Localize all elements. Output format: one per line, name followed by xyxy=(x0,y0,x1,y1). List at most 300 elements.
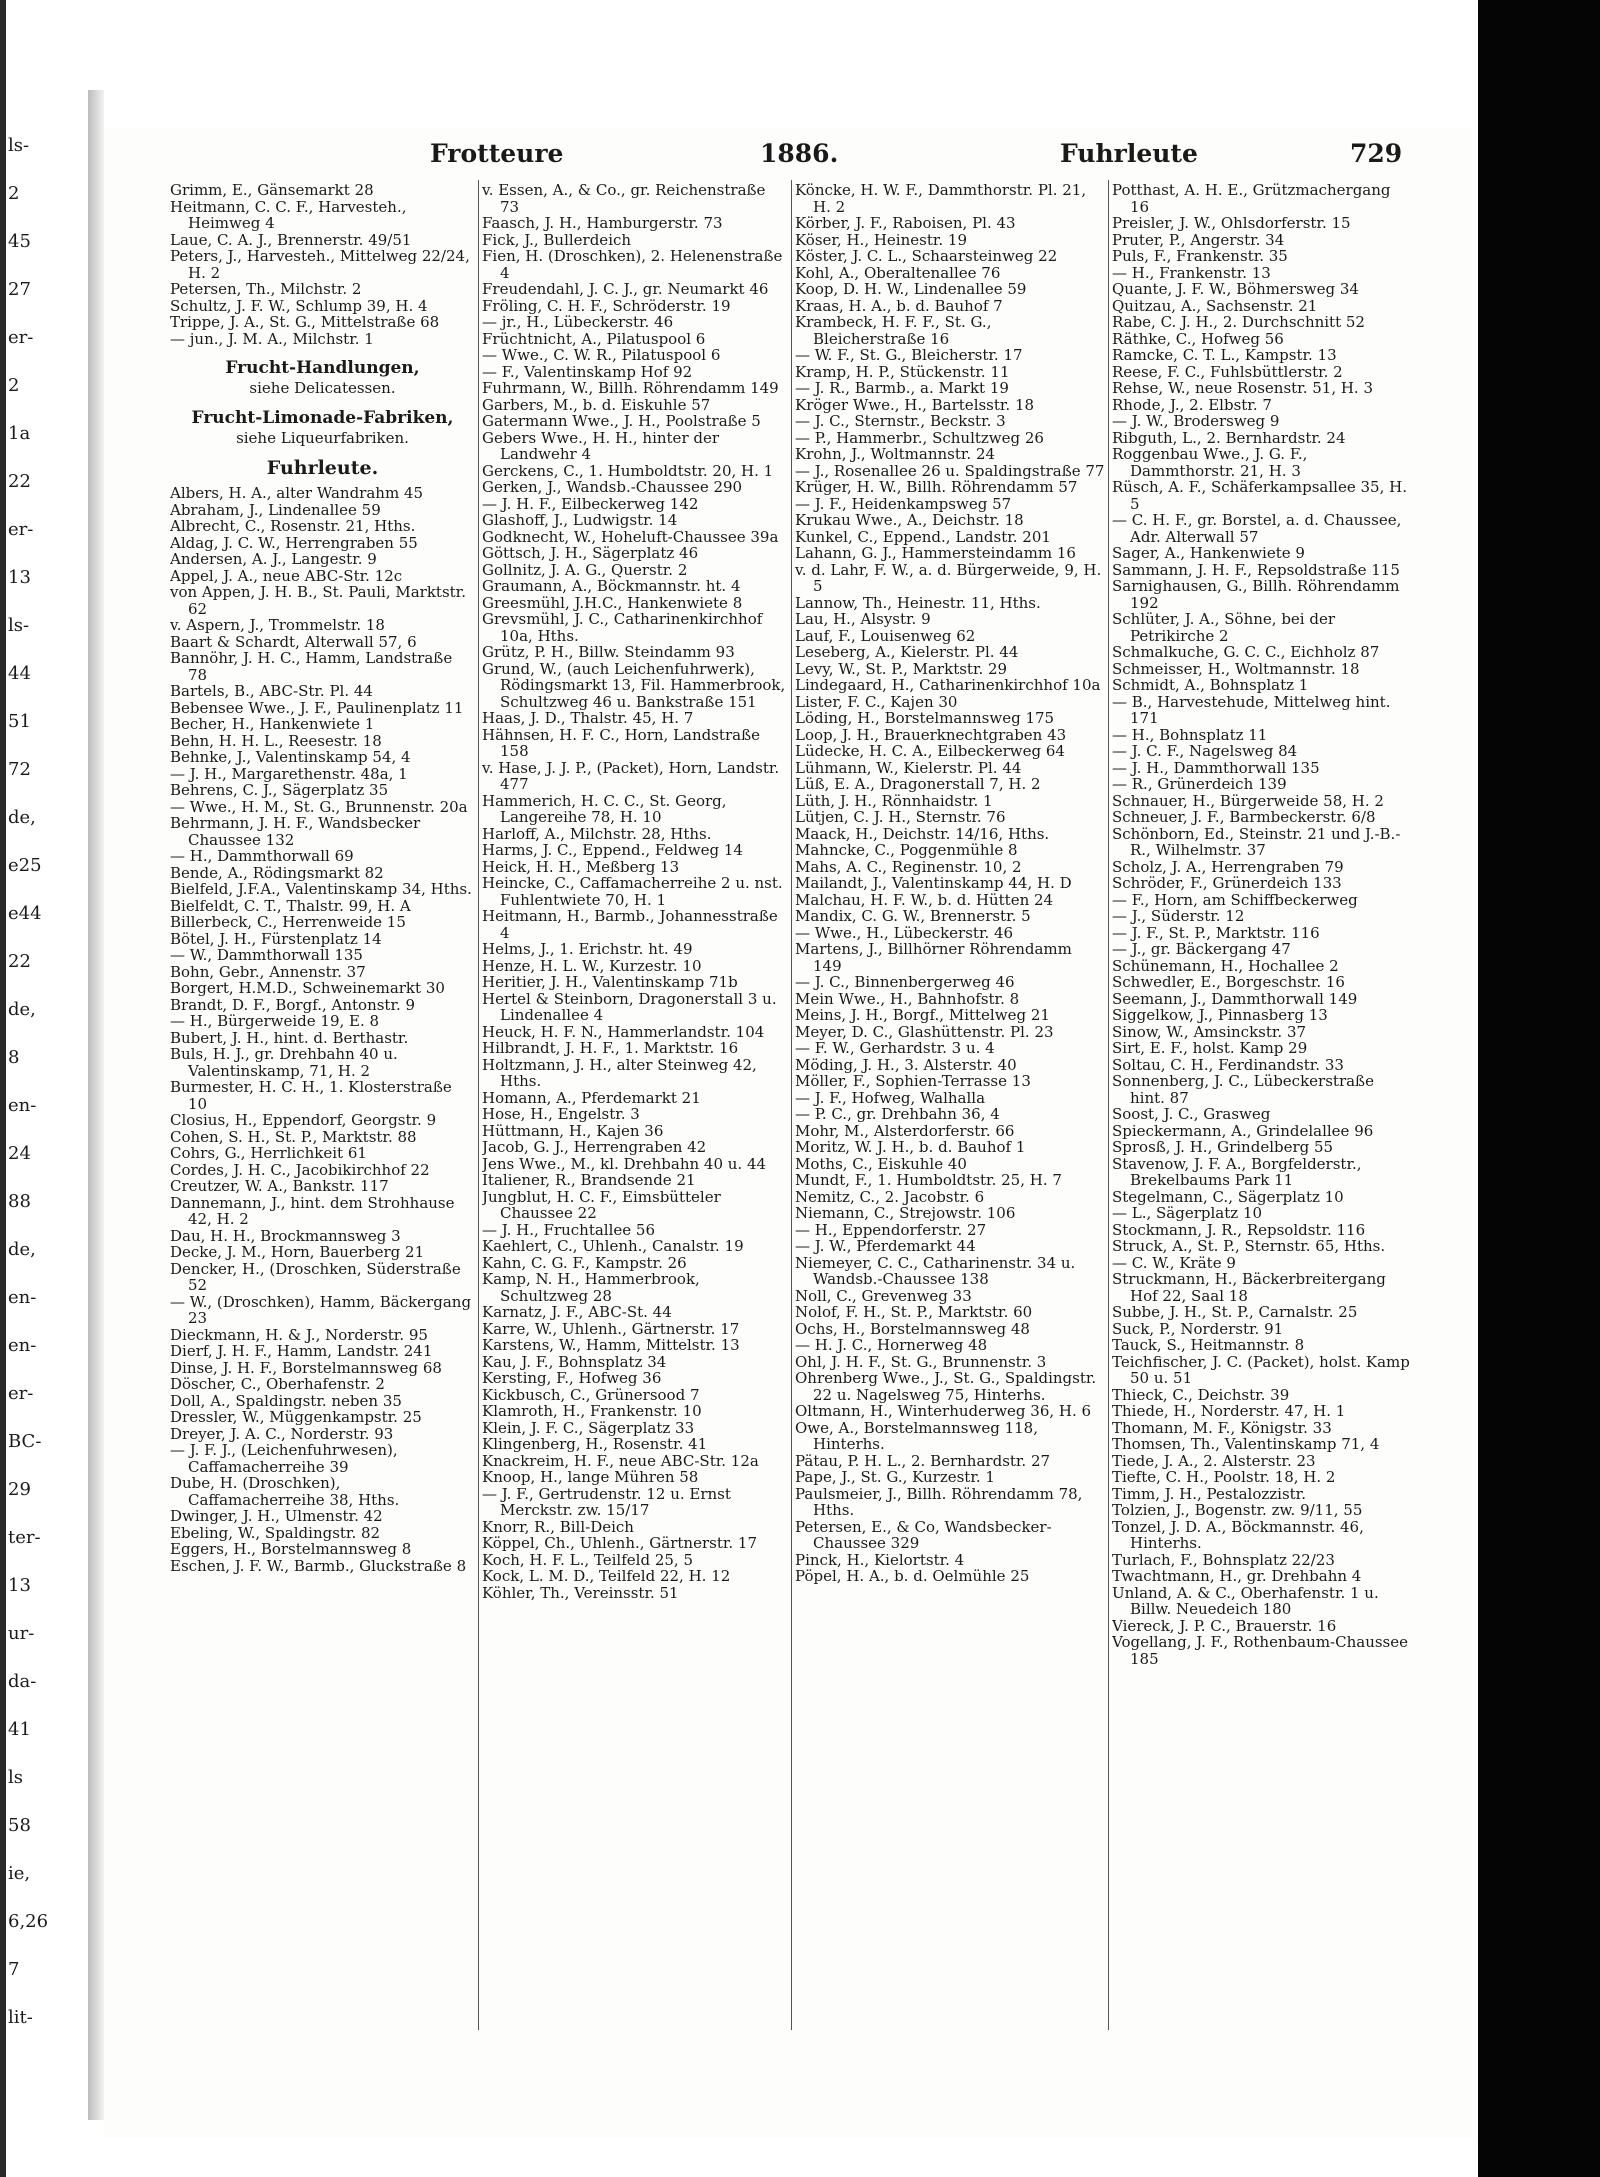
directory-entry: Grütz, P. H., Billw. Steindamm 93 xyxy=(482,643,735,661)
directory-entry: Köncke, H. W. F., Dammthorstr. Pl. 21, H. 2 xyxy=(795,182,1087,216)
directory-entry: Italiener, R., Brandsende 21 xyxy=(482,1171,696,1189)
directory-entry: Behrens, C. J., Sägerplatz 35 xyxy=(170,781,389,799)
directory-entry: — J. R., Barmb., a. Markt 19 xyxy=(795,379,1009,397)
directory-entry: Tiede, J. A., 2. Alsterstr. 23 xyxy=(1112,1451,1316,1470)
directory-entry: Heick, H. H., Meßberg 13 xyxy=(482,857,680,876)
directory-entry: Quitzau, A., Sachsenstr. 21 xyxy=(1112,296,1318,315)
directory-entry: Bubert, J. H., hint. d. Berthastr. xyxy=(170,1028,409,1047)
directory-entry: — F. W., Gerhardstr. 3 u. 4 xyxy=(795,1039,995,1057)
directory-entry: Reese, F. C., Fuhlsbüttlerstr. 2 xyxy=(1112,362,1343,381)
directory-entry: Bielfeld, J.F.A., Valentinskamp 34, Hths. xyxy=(170,880,472,898)
fragment-text: 27 xyxy=(8,279,31,300)
directory-entry: Kröger Wwe., H., Bartelsstr. 18 xyxy=(795,395,1035,414)
directory-entry: — J. F., Hofweg, Walhalla xyxy=(795,1088,986,1107)
directory-entry: Aldag, J. C. W., Herrengraben 55 xyxy=(170,533,418,552)
section-cross-reference: siehe Liqueurfabriken. xyxy=(236,429,409,447)
directory-entry: Spieckermann, A., Grindelallee 96 xyxy=(1112,1121,1374,1140)
directory-entry: — J. W., Brodersweg 9 xyxy=(1112,412,1280,430)
directory-entry: Knoop, H., lange Mühren 58 xyxy=(482,1468,699,1486)
directory-entry: Cohen, S. H., St. P., Marktstr. 88 xyxy=(170,1127,417,1146)
directory-entry: Stavenow, J. F. A., Borgfelderstr., Brekelbaums Park 11 xyxy=(1112,1154,1362,1189)
directory-entry: v. d. Lahr, F. W., a. d. Bürgerweide, 9, H. 5 xyxy=(795,560,1102,595)
directory-entry: Klingenberg, H., Rosenstr. 41 xyxy=(482,1435,708,1453)
directory-entry: Albrecht, C., Rosenstr. 21, Hths. xyxy=(170,517,416,535)
directory-entry: Ebeling, W., Spaldingstr. 82 xyxy=(170,1523,381,1542)
directory-entry: Tolzien, J., Bogenstr. zw. 9/11, 55 xyxy=(1112,1501,1363,1519)
directory-entry: — jun., J. M. A., Milchstr. 1 xyxy=(170,329,374,348)
directory-entry: Tonzel, J. D. A., Böckmannstr. 46, Hinterhs. xyxy=(1112,1517,1364,1552)
directory-entry: Mein Wwe., H., Bahnhofstr. 8 xyxy=(795,989,1020,1008)
directory-entry: Pape, J., St. G., Kurzestr. 1 xyxy=(795,1468,995,1486)
directory-entry: Körber, J. F., Raboisen, Pl. 43 xyxy=(795,214,1016,232)
directory-entry: Möding, J. H., 3. Alsterstr. 40 xyxy=(795,1055,1017,1074)
directory-entry: Fröling, C. H. F., Schröderstr. 19 xyxy=(482,296,731,315)
directory-entry: Klein, J. F. C., Sägerplatz 33 xyxy=(482,1418,695,1437)
directory-entry: Schönborn, Ed., Steinstr. 21 und J.-B.-R., Wilhelmstr. 37 xyxy=(1112,824,1401,859)
directory-entry: Hähnsen, H. F. C., Horn, Landstraße 158 xyxy=(482,725,760,760)
directory-entry: Nemitz, C., 2. Jacobstr. 6 xyxy=(795,1187,985,1206)
directory-entry: Godknecht, W., Hoheluft-Chaussee 39a xyxy=(482,527,779,546)
directory-entry: Niemann, C., Strejowstr. 106 xyxy=(795,1204,1016,1222)
fragment-text: 45 xyxy=(8,231,31,252)
directory-entry: Heuck, H. F. N., Hammerlandstr. 104 xyxy=(482,1022,765,1041)
directory-entry: Lauf, F., Louisenweg 62 xyxy=(795,626,976,645)
directory-entry: Peters, J., Harvesteh., Mittelweg 22/24, H. 2 xyxy=(170,247,470,282)
directory-entry: Schwedler, E., Borgeschstr. 16 xyxy=(1112,973,1345,991)
directory-entry: Haas, J. D., Thalstr. 45, H. 7 xyxy=(482,709,694,727)
directory-entry: Pinck, H., Kielortstr. 4 xyxy=(795,1550,965,1569)
directory-entry: Harms, J. C., Eppend., Feldweg 14 xyxy=(482,841,743,859)
directory-entry: Borgert, H.M.D., Schweinemarkt 30 xyxy=(170,979,445,997)
directory-entry: Tauck, S., Heitmannstr. 8 xyxy=(1112,1336,1305,1354)
directory-entry: Lau, H., Alsystr. 9 xyxy=(795,610,931,628)
directory-entry: Kaehlert, C., Uhlenh., Canalstr. 19 xyxy=(482,1237,744,1255)
running-head-right: Fuhrleute xyxy=(1060,139,1198,168)
directory-entry: Schneuer, J. F., Barmbeckerstr. 6/8 xyxy=(1112,808,1376,826)
directory-entry: Tiefte, C. H., Poolstr. 18, H. 2 xyxy=(1112,1468,1336,1486)
directory-entry: Dressler, W., Müggenkampstr. 25 xyxy=(170,1408,422,1426)
directory-entry: Fick, J., Bullerdeich xyxy=(482,230,632,249)
directory-entry: Jacob, G. J., Herrengraben 42 xyxy=(482,1138,707,1156)
directory-entry: — J. F., Heidenkampsweg 57 xyxy=(795,494,1012,513)
directory-entry: Potthast, A. H. E., Grützmachergang 16 xyxy=(1112,182,1391,216)
fragment-text: 2 xyxy=(8,375,20,396)
directory-entry: Heitmann, H., Barmb., Johannesstraße 4 xyxy=(482,907,778,942)
directory-entry: — J. F., St. P., Marktstr. 116 xyxy=(1112,923,1320,942)
directory-entry: — J., gr. Bäckergang 47 xyxy=(1112,940,1291,958)
directory-entry: Moritz, W. J. H., b. d. Bauhof 1 xyxy=(795,1138,1026,1156)
directory-entry: Lindegaard, H., Catharinenkirchhof 10a xyxy=(795,676,1101,694)
directory-entry: Viereck, J. P. C., Brauerstr. 16 xyxy=(1112,1616,1337,1635)
fragment-text: ls xyxy=(8,1767,23,1788)
directory-entry: Ochs, H., Borstelmannsweg 48 xyxy=(795,1319,1030,1338)
directory-entry: Pruter, P., Angerstr. 34 xyxy=(1112,230,1285,249)
directory-entry: Dinse, J. H. F., Borstelmannsweg 68 xyxy=(170,1358,442,1377)
directory-entry: Billerbeck, C., Herrenweide 15 xyxy=(170,913,406,931)
directory-entry: — W., (Droschken), Hamm, Bäckergang 23 xyxy=(170,1292,472,1327)
directory-entry: Nolof, F. H., St. P., Marktstr. 60 xyxy=(795,1303,1033,1321)
directory-entry: Holtzmann, J. H., alter Steinweg 42, Hths. xyxy=(482,1055,757,1090)
directory-entry: Bohn, Gebr., Annenstr. 37 xyxy=(170,962,366,981)
fragment-text: en- xyxy=(8,1287,37,1308)
directory-entry: Köser, H., Heinestr. 19 xyxy=(795,230,968,249)
directory-entry: Koch, H. F. L., Teilfeld 25, 5 xyxy=(482,1550,693,1569)
directory-entry: Mahncke, C., Poggenmühle 8 xyxy=(795,841,1018,859)
directory-entry: — W. F., St. G., Bleicherstr. 17 xyxy=(795,346,1023,364)
directory-entry: Pöpel, H. A., b. d. Oelmühle 25 xyxy=(795,1567,1030,1585)
directory-entry: — W., Dammthorwall 135 xyxy=(170,946,363,964)
fragment-text: 13 xyxy=(8,1575,31,1596)
directory-entry: — Wwe., C. W. R., Pilatuspool 6 xyxy=(482,346,721,364)
directory-entry: Kohl, A., Oberaltenallee 76 xyxy=(795,263,1001,282)
directory-entry: Schmidt, A., Bohnsplatz 1 xyxy=(1112,676,1309,694)
directory-entry: Burmester, H. C. H., 1. Klosterstraße 10 xyxy=(170,1078,452,1113)
directory-entry: Twachtmann, H., gr. Drehbahn 4 xyxy=(1112,1567,1362,1585)
directory-entry: Lüth, J. H., Rönnhaidstr. 1 xyxy=(795,791,993,810)
directory-entry: Harloff, A., Milchstr. 28, Hths. xyxy=(482,824,712,843)
directory-entry: Glashoff, J., Ludwigstr. 14 xyxy=(482,511,678,529)
column-rule xyxy=(1108,180,1109,2030)
directory-entry: Becher, H., Hankenwiete 1 xyxy=(170,715,375,733)
directory-entry: Roggenbau Wwe., J. G. F., Dammthorstr. 21, H. 3 xyxy=(1112,445,1308,480)
directory-entry: Levy, W., St. P., Marktstr. 29 xyxy=(795,659,1008,678)
directory-entry: Krohn, J., Woltmannstr. 24 xyxy=(795,445,996,463)
fragment-text: en- xyxy=(8,1095,37,1116)
directory-entry: Maack, H., Deichstr. 14/16, Hths. xyxy=(795,824,1050,843)
directory-entry: Hose, H., Engelstr. 3 xyxy=(482,1105,640,1123)
directory-column-1 xyxy=(170,182,475,2132)
running-head-left: Frotteure xyxy=(430,139,564,168)
gutter-shadow xyxy=(88,90,104,2120)
directory-entry: — J. H., Fruchtallee 56 xyxy=(482,1220,656,1239)
directory-entry: Turlach, F., Bohnsplatz 22/23 xyxy=(1112,1550,1335,1569)
directory-entry: Dwinger, J. H., Ulmenstr. 42 xyxy=(170,1507,383,1525)
section-heading-main: Fuhrleute. xyxy=(266,457,379,479)
fragment-text: ie, xyxy=(8,1863,31,1884)
fragment-text: 41 xyxy=(8,1719,31,1740)
directory-entry: — J., Süderstr. 12 xyxy=(1112,907,1245,925)
directory-entry: Vogellang, J. F., Rothenbaum-Chaussee 185 xyxy=(1112,1633,1409,1668)
directory-entry: Soltau, C. H., Ferdinandstr. 33 xyxy=(1112,1055,1344,1074)
directory-entry: Loop, J. H., Brauerknechtgraben 43 xyxy=(795,725,1067,744)
directory-entry: Döscher, C., Oberhafenstr. 2 xyxy=(170,1375,385,1393)
directory-entry: Lister, F. C., Kajen 30 xyxy=(795,692,958,711)
directory-entry: Schmeisser, H., Woltmannstr. 18 xyxy=(1112,659,1360,678)
directory-entry: Köhler, Th., Vereinsstr. 51 xyxy=(482,1583,679,1602)
directory-entry: — J. C., Binnenbergerweg 46 xyxy=(795,973,1015,991)
directory-entry: Kahn, C. G. F., Kampstr. 26 xyxy=(482,1253,687,1272)
fragment-text: er- xyxy=(8,327,34,348)
directory-entry: Creutzer, W. A., Bankstr. 117 xyxy=(170,1177,389,1195)
directory-entry: — L., Sägerplatz 10 xyxy=(1112,1204,1263,1222)
directory-entry: — Wwe., H., Lübeckerstr. 46 xyxy=(795,923,1014,942)
directory-entry: Petersen, E., & Co, Wandsbecker-Chaussee 329 xyxy=(795,1517,1052,1552)
directory-entry: Köster, J. C. L., Schaarsteinweg 22 xyxy=(795,247,1058,265)
directory-entry: Dieckmann, H. & J., Norderstr. 95 xyxy=(170,1325,428,1344)
directory-entry: Möller, F., Sophien-Terrasse 13 xyxy=(795,1072,1031,1090)
directory-entry: Karnatz, J. F., ABC-St. 44 xyxy=(482,1303,672,1321)
directory-entry: Pätau, P. H. L., 2. Bernhardstr. 27 xyxy=(795,1451,1051,1470)
directory-entry: Albers, H. A., alter Wandrahm 45 xyxy=(170,484,424,502)
directory-entry: — J., Rosenallee 26 u. Spaldingstraße 77 xyxy=(795,461,1105,480)
directory-entry: — H., Bohnsplatz 11 xyxy=(1112,725,1268,744)
directory-entry: Lannow, Th., Heinestr. 11, Hths. xyxy=(795,593,1041,612)
directory-entry: — P., Hammerbr., Schultzweg 26 xyxy=(795,428,1044,447)
directory-entry: Sager, A., Hankenwiete 9 xyxy=(1112,544,1305,562)
directory-entry: Dreyer, J. A. C., Norderstr. 93 xyxy=(170,1424,394,1443)
directory-entry: Fien, H. (Droschken), 2. Helenenstraße 4 xyxy=(482,247,783,282)
previous-page-fragments xyxy=(8,135,88,2115)
directory-entry: Sarnighausen, G., Billh. Röhrendamm 192 xyxy=(1112,577,1400,612)
directory-entry: Dencker, H., (Droschken, Süderstraße 52 xyxy=(170,1259,461,1294)
directory-entry: Noll, C., Grevenweg 33 xyxy=(795,1286,972,1305)
directory-entry: Krukau Wwe., A., Deichstr. 18 xyxy=(795,511,1024,529)
directory-entry: Abraham, J., Lindenallee 59 xyxy=(170,500,381,519)
directory-entry: Karstens, W., Hamm, Mittelstr. 13 xyxy=(482,1336,740,1354)
directory-entry: — H. J. C., Hornerweg 48 xyxy=(795,1336,988,1354)
directory-entry: — F., Valentinskamp Hof 92 xyxy=(482,362,693,381)
directory-entry: Mahs, A. C., Reginenstr. 10, 2 xyxy=(795,857,1022,876)
directory-entry: — F., Horn, am Schiffbeckerweg xyxy=(1112,890,1358,909)
directory-entry: — P. C., gr. Drehbahn 36, 4 xyxy=(795,1105,1000,1123)
directory-entry: Lühmann, W., Kielerstr. Pl. 44 xyxy=(795,758,1022,777)
directory-entry: Schnauer, H., Bürgerweide 58, H. 2 xyxy=(1112,791,1384,810)
fragment-text: 7 xyxy=(8,1959,20,1980)
directory-entry: Knackreim, H. F., neue ABC-Str. 12a xyxy=(482,1451,759,1470)
directory-entry: — jr., H., Lübeckerstr. 46 xyxy=(482,313,674,331)
directory-entry: Petersen, Th., Milchstr. 2 xyxy=(170,280,362,298)
directory-entry: Thomsen, Th., Valentinskamp 71, 4 xyxy=(1112,1435,1380,1453)
directory-entry: Unland, A. & C., Oberhafenstr. 1 u. Billw. Neuedeich 180 xyxy=(1112,1583,1379,1618)
directory-entry: — B., Harvestehude, Mittelweg hint. 171 xyxy=(1112,692,1391,727)
directory-entry: Dau, H. H., Brockmannsweg 3 xyxy=(170,1226,401,1245)
directory-entry: Behn, H. H. L., Reesestr. 18 xyxy=(170,731,382,750)
directory-entry: Ramcke, C. T. L., Kampstr. 13 xyxy=(1112,346,1337,364)
fragment-text: 13 xyxy=(8,567,31,588)
directory-entry: — Wwe., H. M., St. G., Brunnenstr. 20a xyxy=(170,797,468,816)
directory-entry: Meins, J. H., Borgf., Mittelweg 21 xyxy=(795,1006,1050,1024)
directory-entry: Schröder, F., Grünerdeich 133 xyxy=(1112,874,1342,892)
directory-entry: Helms, J., 1. Erichstr. ht. 49 xyxy=(482,940,693,958)
directory-entry: Cordes, J. H. C., Jacobikirchhof 22 xyxy=(170,1160,430,1179)
directory-entry: Jungblut, H. C. F., Eimsbütteler Chaussee 22 xyxy=(482,1187,721,1222)
directory-entry: Bielfeldt, C. T., Thalstr. 99, H. A xyxy=(170,896,411,915)
directory-entry: Schünemann, H., Hochallee 2 xyxy=(1112,956,1339,975)
directory-entry: Moths, C., Eiskuhle 40 xyxy=(795,1154,967,1173)
section-heading: Frucht-Handlungen, xyxy=(225,358,420,378)
directory-entry: Preisler, J. W., Ohlsdorferstr. 15 xyxy=(1112,214,1351,232)
directory-entry: Henze, H. L. W., Kurzestr. 10 xyxy=(482,956,702,975)
fragment-text: lit- xyxy=(8,2007,33,2028)
directory-entry: — C. H. F., gr. Borstel, a. d. Chaussee, Adr. Alterwall 57 xyxy=(1112,511,1402,546)
directory-column-2 xyxy=(482,182,788,2132)
directory-entry: Lahann, G. J., Hammersteindamm 16 xyxy=(795,544,1076,562)
directory-entry: Suck, P., Norderstr. 91 xyxy=(1112,1319,1284,1338)
directory-entry: Rüsch, A. F., Schäferkampsallee 35, H. 5 xyxy=(1112,478,1407,513)
directory-entry: Bartels, B., ABC-Str. Pl. 44 xyxy=(170,682,373,700)
directory-entry: Sonnenberg, J. C., Lübeckerstraße hint. 87 xyxy=(1112,1072,1374,1107)
directory-entry: Brandt, D. F., Borgf., Antonstr. 9 xyxy=(170,995,416,1014)
fragment-text: 8 xyxy=(8,1047,20,1068)
directory-entry: — J. F., Gertrudenstr. 12 u. Ernst Merckstr. zw. 15/17 xyxy=(482,1484,731,1519)
fragment-text: 1a xyxy=(8,423,31,444)
fragment-text: ls- xyxy=(8,615,30,636)
directory-entry: Owe, A., Borstelmannsweg 118, Hinterhs. xyxy=(795,1418,1038,1453)
directory-entry: Struckmann, H., Bäckerbreitergang Hof 22, Saal 18 xyxy=(1112,1270,1386,1305)
directory-entry: Malchau, H. F. W., b. d. Hütten 24 xyxy=(795,890,1054,909)
fragment-text: BC- xyxy=(8,1431,42,1452)
directory-entry: Kramp, H. P., Stückenstr. 11 xyxy=(795,362,1010,381)
fragment-text: ter- xyxy=(8,1527,41,1548)
directory-entry: Decke, J. M., Horn, Bauerberg 21 xyxy=(170,1243,425,1261)
directory-entry: — C. W., Kräte 9 xyxy=(1112,1253,1236,1272)
directory-entry: v. Essen, A., & Co., gr. Reichenstraße 73 xyxy=(482,182,766,216)
directory-entry: Greesmühl, J.H.C., Hankenwiete 8 xyxy=(482,593,743,612)
fragment-text: er- xyxy=(8,1383,34,1404)
directory-entry: Sinow, W., Amsinckstr. 37 xyxy=(1112,1022,1307,1041)
directory-entry: Garbers, M., b. d. Eiskuhle 57 xyxy=(482,395,711,414)
fragment-text: 2 xyxy=(8,183,20,204)
directory-entry: Gebers Wwe., H. H., hinter der Landwehr 4 xyxy=(482,428,720,463)
directory-entry: Bannöhr, J. H. C., Hamm, Landstraße 78 xyxy=(170,649,453,684)
directory-entry: Laue, C. A. J., Brennerstr. 49/51 xyxy=(170,230,412,249)
directory-entry: Subbe, J. H., St. P., Carnalstr. 25 xyxy=(1112,1303,1358,1321)
directory-entry: Thiede, H., Norderstr. 47, H. 1 xyxy=(1112,1402,1346,1420)
directory-entry: — J. C., Sternstr., Beckstr. 3 xyxy=(795,412,1006,430)
directory-entry: Thieck, C., Deichstr. 39 xyxy=(1112,1385,1290,1404)
directory-entry: Scholz, J. A., Herrengraben 79 xyxy=(1112,857,1344,876)
directory-entry: Siggelkow, J., Pinnasberg 13 xyxy=(1112,1006,1328,1024)
fragment-text: de, xyxy=(8,1239,36,1260)
fragment-text: 88 xyxy=(8,1191,31,1212)
directory-entry: Homann, A., Pferdemarkt 21 xyxy=(482,1088,701,1107)
directory-entry: Meyer, D. C., Glashüttenstr. Pl. 23 xyxy=(795,1022,1054,1041)
directory-entry: Göttsch, J. H., Sägerplatz 46 xyxy=(482,544,699,562)
directory-entry: Hertel & Steinborn, Dragonerstall 3 u. Lindenallee 4 xyxy=(482,989,777,1024)
directory-entry: Grund, W., (auch Leichenfuhrwerk), Rödingsmarkt 13, Fil. Hammerbrook, Schultzweg 46 u. Bankstraße 151 xyxy=(482,659,786,711)
scan-border-right xyxy=(1478,0,1600,2177)
fragment-text: en- xyxy=(8,1335,37,1356)
page-number: 729 xyxy=(1350,139,1403,168)
fragment-text: de, xyxy=(8,807,36,828)
directory-entry: Schlüter, J. A., Söhne, bei der Petrikirche 2 xyxy=(1112,610,1336,645)
fragment-text: 22 xyxy=(8,471,31,492)
directory-entry: Puls, F., Frankenstr. 35 xyxy=(1112,247,1288,265)
fragment-text: da- xyxy=(8,1671,37,1692)
directory-entry: Lüdecke, H. C. A., Eilbeckerweg 64 xyxy=(795,742,1065,760)
directory-entry: Baart & Schardt, Alterwall 57, 6 xyxy=(170,632,417,651)
directory-entry: Löding, H., Borstelmannsweg 175 xyxy=(795,709,1055,727)
section-heading: Frucht-Limonade-Fabriken, xyxy=(191,408,454,428)
directory-entry: Krambeck, H. F. F., St. G., Bleicherstraße 16 xyxy=(795,313,992,348)
directory-entry: Dannemann, J., hint. dem Strohhause 42, H. 2 xyxy=(170,1193,455,1228)
directory-entry: Schmalkuche, G. C. C., Eichholz 87 xyxy=(1112,643,1380,661)
directory-entry: Niemeyer, C. C., Catharinenstr. 34 u. Wandsb.-Chaussee 138 xyxy=(795,1253,1076,1288)
fragment-text: er- xyxy=(8,519,34,540)
fragment-text: ls- xyxy=(8,135,30,156)
directory-entry: Sirt, E. F., holst. Kamp 29 xyxy=(1112,1039,1308,1057)
directory-entry: Behrmann, J. H. F., Wandsbecker Chaussee 132 xyxy=(170,814,421,849)
directory-entry: Ohl, J. H. F., St. G., Brunnenstr. 3 xyxy=(795,1352,1047,1371)
directory-entry: Krüger, H. W., Billh. Röhrendamm 57 xyxy=(795,478,1078,496)
directory-entry: Hilbrandt, J. H. F., 1. Marktstr. 16 xyxy=(482,1039,739,1057)
directory-entry: Sammann, J. H. F., Repsoldstraße 115 xyxy=(1112,560,1400,579)
directory-entry: Knorr, R., Bill-Deich xyxy=(482,1517,634,1536)
fragment-text: ur- xyxy=(8,1623,35,1644)
directory-entry: Rhode, J., 2. Elbstr. 7 xyxy=(1112,395,1272,414)
directory-entry: — J. C. F., Nagelsweg 84 xyxy=(1112,742,1298,760)
directory-entry: — J. H., Dammthorwall 135 xyxy=(1112,758,1320,777)
fragment-text: 44 xyxy=(8,663,31,684)
directory-entry: Quante, J. F. W., Böhmersweg 34 xyxy=(1112,280,1359,298)
directory-entry: v. Aspern, J., Trommelstr. 18 xyxy=(170,616,385,634)
directory-entry: Graumann, A., Böckmannstr. ht. 4 xyxy=(482,577,741,595)
directory-entry: v. Hase, J. J. P., (Packet), Horn, Landstr. 477 xyxy=(482,758,780,793)
directory-entry: Fuhrmann, W., Billh. Röhrendamm 149 xyxy=(482,379,779,397)
directory-entry: — J. F. J., (Leichenfuhrwesen), Caffamacherreihe 39 xyxy=(170,1441,398,1476)
directory-entry: Mundt, F., 1. Humboldtstr. 25, H. 7 xyxy=(795,1171,1062,1189)
directory-entry: Stegelmann, C., Sägerplatz 10 xyxy=(1112,1187,1344,1206)
fragment-text: 51 xyxy=(8,711,31,732)
column-rule xyxy=(478,180,479,2030)
directory-entry: Dube, H. (Droschken), Caffamacherreihe 38, Hths. xyxy=(170,1474,400,1509)
directory-entry: — J. H., Margarethenstr. 48a, 1 xyxy=(170,764,408,783)
directory-entry: Hüttmann, H., Kajen 36 xyxy=(482,1121,664,1140)
directory-entry: Stockmann, J. R., Repsoldstr. 116 xyxy=(1112,1220,1366,1239)
directory-entry: Doll, A., Spaldingstr. neben 35 xyxy=(170,1391,402,1410)
directory-entry: Eggers, H., Borstelmannsweg 8 xyxy=(170,1540,412,1558)
directory-entry: Trippe, J. A., St. G., Mittelstraße 68 xyxy=(170,313,440,331)
directory-entry: Heincke, C., Caffamacherreihe 2 u. nst. Fuhlentwiete 70, H. 1 xyxy=(482,874,783,909)
directory-entry: Andersen, A. J., Langestr. 9 xyxy=(170,550,377,568)
directory-entry: Struck, A., St. P., Sternstr. 65, Hths. xyxy=(1112,1237,1386,1255)
directory-entry: Köppel, Ch., Uhlenh., Gärtnerstr. 17 xyxy=(482,1534,757,1552)
directory-entry: Ribguth, L., 2. Bernhardstr. 24 xyxy=(1112,428,1346,447)
directory-entry: Closius, H., Eppendorf, Georgstr. 9 xyxy=(170,1111,437,1129)
directory-entry: Oltmann, H., Winterhuderweg 36, H. 6 xyxy=(795,1402,1092,1420)
directory-entry: Kamp, N. H., Hammerbrook, Schultzweg 28 xyxy=(482,1270,700,1305)
directory-entry: Teichfischer, J. C. (Packet), holst. Kamp 50 u. 51 xyxy=(1112,1352,1410,1387)
directory-entry: Koop, D. H. W., Lindenallee 59 xyxy=(795,280,1027,298)
directory-entry: Kickbusch, C., Grünersood 7 xyxy=(482,1385,700,1404)
column-rule xyxy=(791,180,792,2030)
fragment-text: 58 xyxy=(8,1815,31,1836)
directory-entry: Jens Wwe., M., kl. Drehbahn 40 u. 44 xyxy=(482,1154,767,1173)
directory-entry: Schultz, J. F. W., Schlump 39, H. 4 xyxy=(170,296,428,315)
fragment-text: 6,26 xyxy=(8,1911,49,1932)
fragment-text: 24 xyxy=(8,1143,31,1164)
directory-entry: Faasch, J. H., Hamburgerstr. 73 xyxy=(482,214,723,232)
directory-entry: Timm, J. H., Pestalozzistr. xyxy=(1112,1484,1306,1503)
directory-entry: Rabe, C. J. H., 2. Durchschnitt 52 xyxy=(1112,313,1365,331)
directory-entry: Soost, J. C., Grasweg xyxy=(1112,1105,1271,1123)
directory-entry: Heritier, J. H., Valentinskamp 71b xyxy=(482,973,738,991)
directory-entry: Früchtnicht, A., Pilatuspool 6 xyxy=(482,329,706,348)
directory-entry: — H., Eppendorferstr. 27 xyxy=(795,1220,987,1239)
directory-entry: Mohr, M., Alsterdorferstr. 66 xyxy=(795,1121,1015,1140)
directory-entry: Cohrs, G., Herrlichkeit 61 xyxy=(170,1144,367,1162)
directory-entry: Bende, A., Rödingsmarkt 82 xyxy=(170,863,384,882)
directory-entry: Gollnitz, J. A. G., Querstr. 2 xyxy=(482,560,688,579)
directory-entry: Lüß, E. A., Dragonerstall 7, H. 2 xyxy=(795,775,1041,793)
directory-entry: Martens, J., Billhörner Röhrendamm 149 xyxy=(795,940,1072,975)
directory-entry: Behnke, J., Valentinskamp 54, 4 xyxy=(170,748,411,766)
directory-entry: Lütjen, C. J. H., Sternstr. 76 xyxy=(795,808,1006,826)
directory-entry: Mailandt, J., Valentinskamp 44, H. D xyxy=(795,874,1072,892)
directory-entry: Freudendahl, J. C. J., gr. Neumarkt 46 xyxy=(482,280,769,298)
directory-column-4 xyxy=(1112,182,1412,2132)
directory-entry: Dierf, J. H. F., Hamm, Landstr. 241 xyxy=(170,1342,433,1360)
